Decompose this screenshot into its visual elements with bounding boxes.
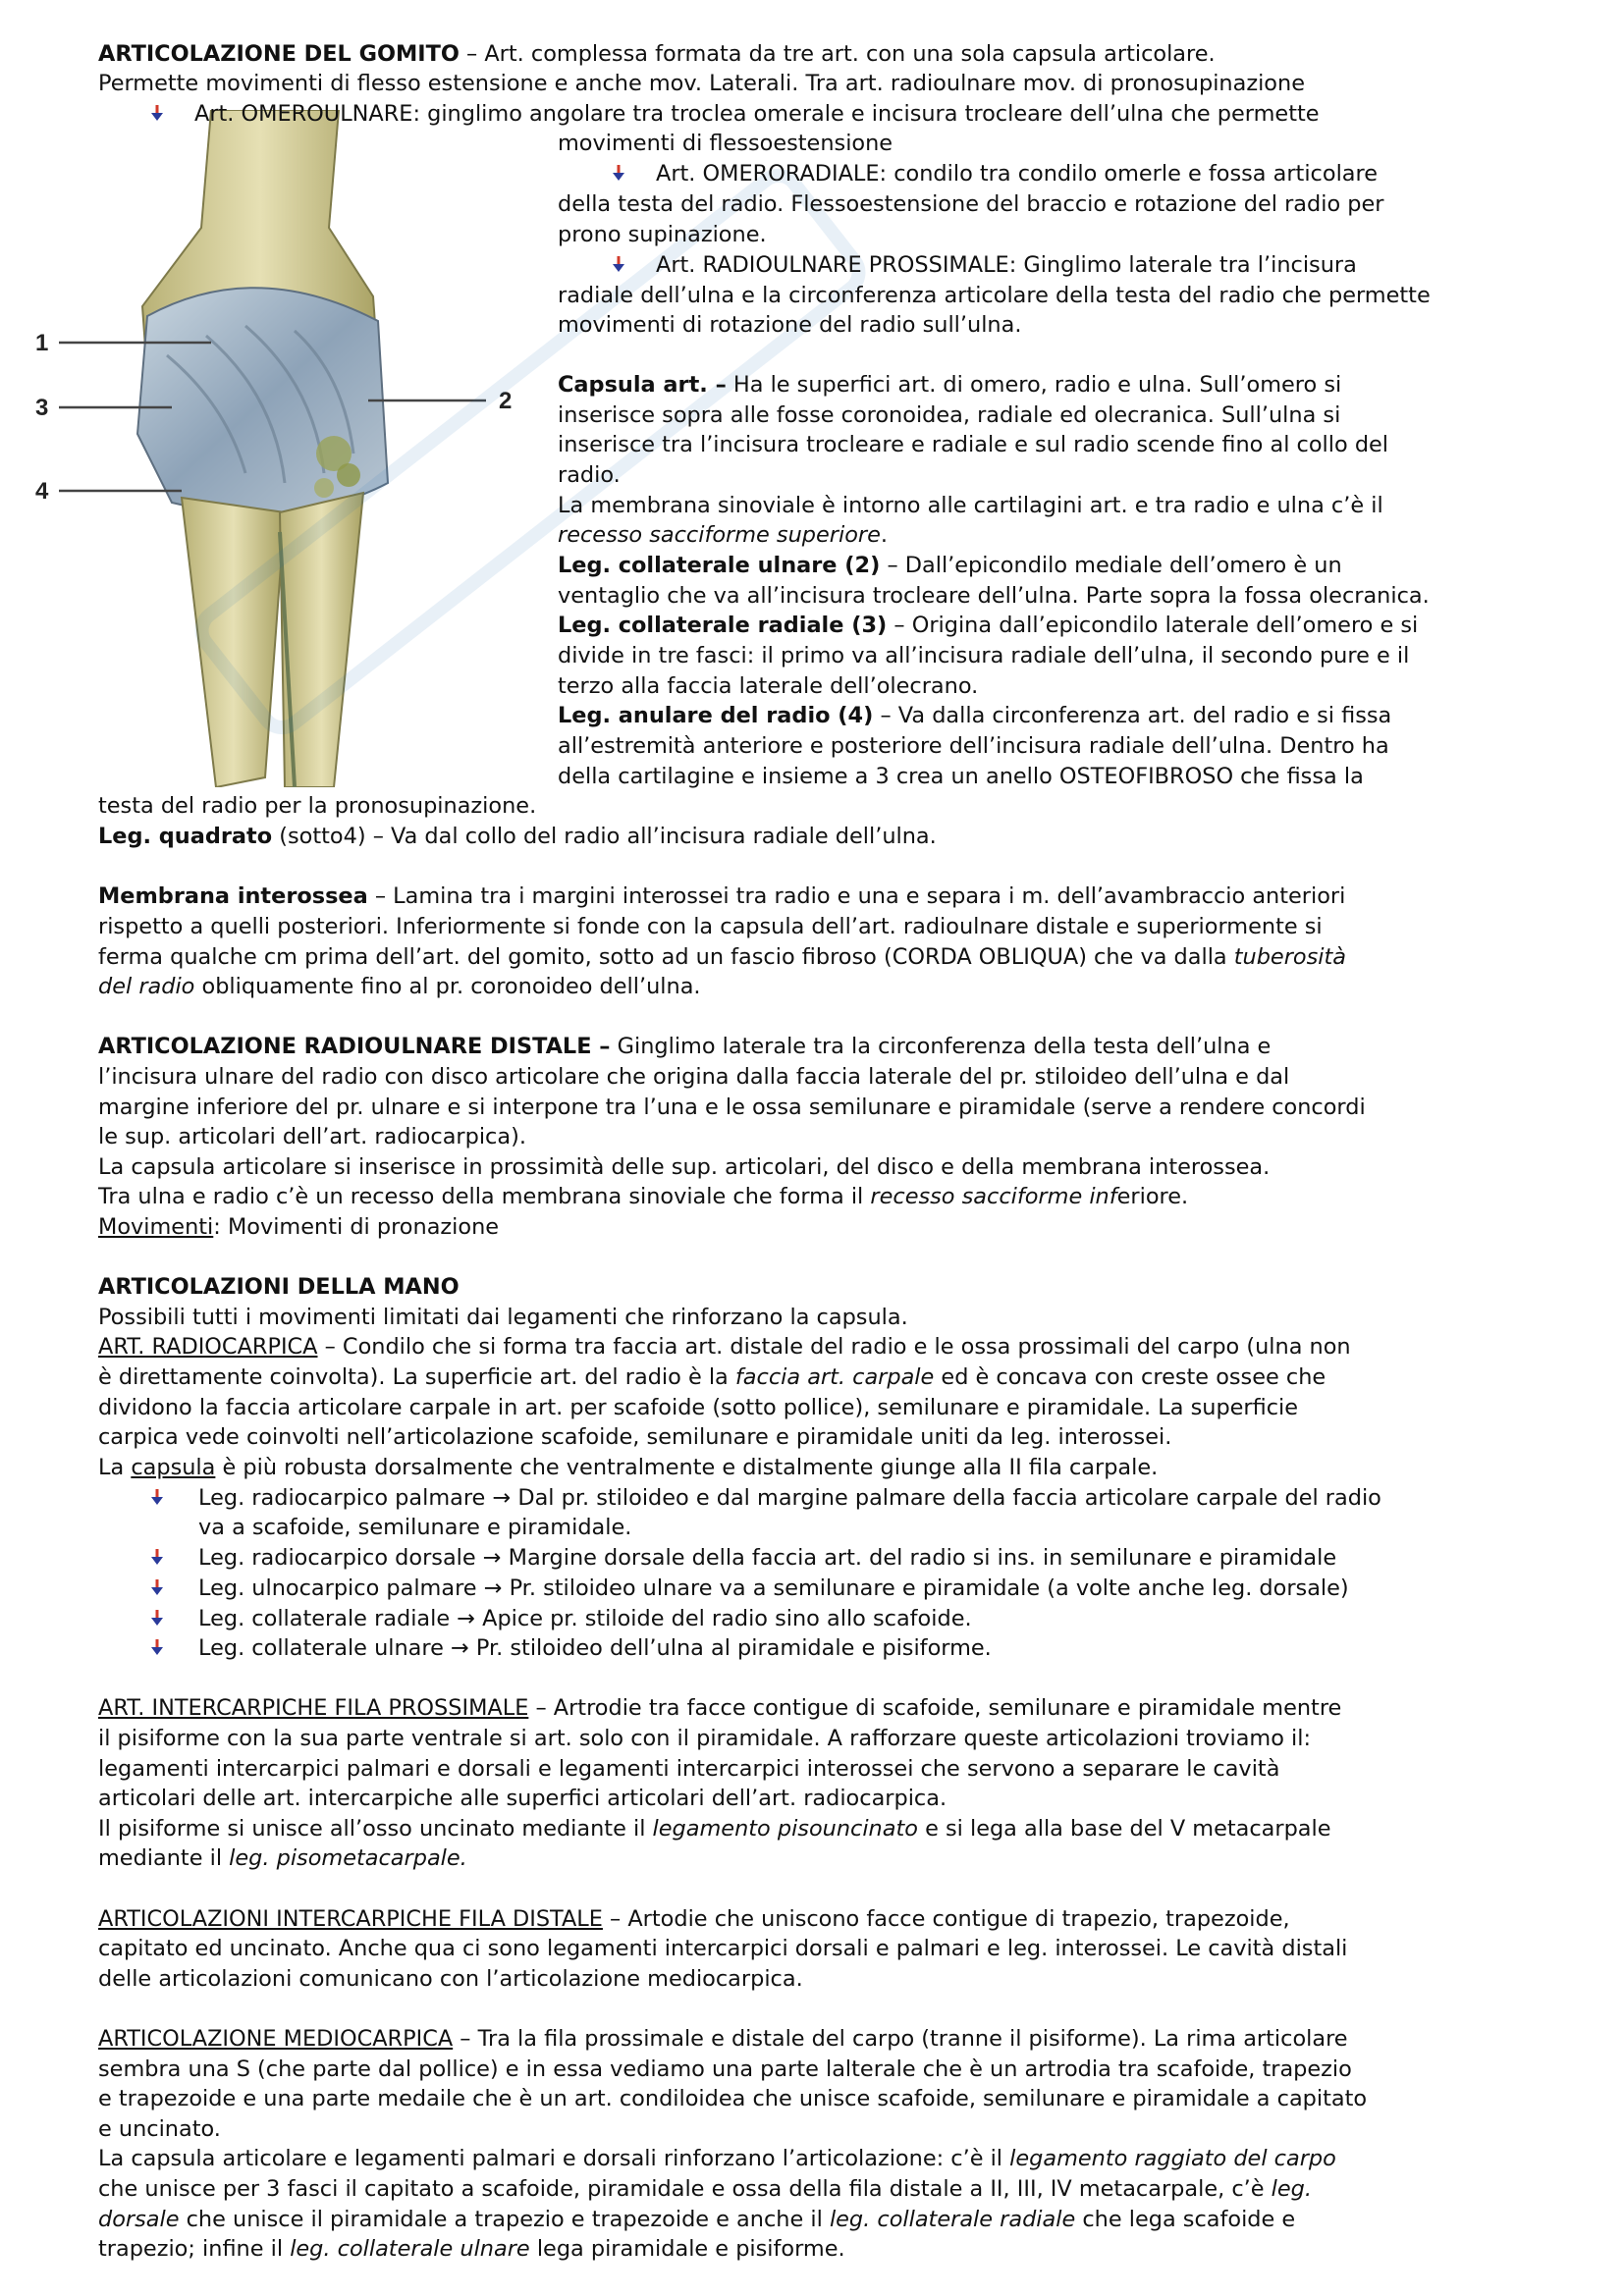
radiale-line-2: divide in tre fasci: il primo va all’incisura radiale dell’ulna, il secondo pure e il xyxy=(558,643,1410,668)
bullet-arrow-icon xyxy=(147,103,167,123)
radiocarpica-line-4: carpica vede coinvolti nell’articolazione scafoide, semilunare e piramidale uniti da leg. interossei. xyxy=(98,1424,1172,1450)
intercarp-dist-line-3: delle articolazioni comunicano con l’articolazione mediocarpica. xyxy=(98,1966,803,1992)
mediocarpica-line-4: e uncinato. xyxy=(98,2116,221,2142)
rud-line-5: La capsula articolare si inserisce in prossimità delle sup. articolari, del disco e della membrana interossea. xyxy=(98,1154,1271,1180)
mano-heading: ARTICOLAZIONI DELLA MANO xyxy=(98,1274,460,1300)
mediocarpica-line-2: sembra una S (che parte dal pollice) e in essa vediamo una parte lalterale che è un artrodia tra scafoide, trapezio xyxy=(98,2056,1352,2082)
ligament-item: Leg. radiocarpico dorsale → Margine dorsale della faccia art. del radio si ins. in semilunare e piramidale xyxy=(198,1545,1337,1571)
figure-label-4: 4 xyxy=(35,478,49,505)
rud-line-7: Movimenti: Movimenti di pronazione xyxy=(98,1214,500,1240)
omeroradiale-line-a: Art. OMERORADIALE: condilo tra condilo omerle e fossa articolare xyxy=(656,161,1378,187)
intercarp-dist-line-1: ARTICOLAZIONI INTERCARPICHE FILA DISTALE – Artodie che uniscono facce contigue di trapezio, trapezoide, xyxy=(98,1906,1290,1932)
ligament-item: Leg. collaterale ulnare → Pr. stiloideo dell’ulna al piramidale e pisiforme. xyxy=(198,1635,992,1661)
capsula-line-4: radio. xyxy=(558,462,621,488)
membrana-line-1: Membrana interossea – Lamina tra i margini interossei tra radio e una e separa i m. dell’avambraccio anteriori xyxy=(98,883,1346,909)
omeroradiale-line-b: della testa del radio. Flessoestensione del braccio e rotazione del radio per xyxy=(558,191,1384,217)
radiocarpica-line-3: dividono la faccia articolare carpale in art. per scafoide (sotto pollice), semilunare e piramidale. La superficie xyxy=(98,1395,1299,1420)
sinoviale-line-1: La membrana sinoviale è intorno alle cartilagini art. e tra radio e ulna c’è il xyxy=(558,493,1383,518)
ligament-item: Leg. collaterale radiale → Apice pr. stiloide del radio sino allo scafoide. xyxy=(198,1606,972,1631)
figure-label-3: 3 xyxy=(35,395,49,421)
ligament-item-cont: va a scafoide, semilunare e piramidale. xyxy=(198,1515,632,1540)
omeroulnare-line-b: movimenti di flessoestensione xyxy=(558,131,893,156)
elbow-joint-illustration xyxy=(0,110,560,787)
ulnare-line-2: ventaglio che va all’incisura trocleare dell’ulna. Parte sopra la fossa olecranica. xyxy=(558,583,1430,609)
rud-line-1: ARTICOLAZIONE RADIOULNARE DISTALE – Ginglimo laterale tra la circonferenza della testa dell’ulna e xyxy=(98,1034,1272,1059)
radioulnare-line-a: Art. RADIOULNARE PROSSIMALE: Ginglimo laterale tra l’incisura xyxy=(656,252,1357,278)
quadrato-line: Leg. quadrato (sotto4) – Va dal collo del radio all’incisura radiale dell’ulna. xyxy=(98,824,937,849)
bullet-arrow-icon xyxy=(147,1547,167,1567)
anulare-line-4: testa del radio per la pronosupinazione. xyxy=(98,793,537,819)
radiocarpica-line-2: è direttamente coinvolta). La superficie art. del radio è la faccia art. carpale ed è concava con creste ossee che xyxy=(98,1364,1326,1390)
radioulnare-line-c: movimenti di rotazione del radio sull’ulna. xyxy=(558,312,1022,338)
omeroradiale-line-c: prono supinazione. xyxy=(558,222,767,247)
figure-label-2: 2 xyxy=(499,388,513,414)
anulare-line-3: della cartilagine e insieme a 3 crea un anello OSTEOFIBROSO che fissa la xyxy=(558,764,1364,789)
intercarp-prox-line-1: ART. INTERCARPICHE FILA PROSSIMALE – Artrodie tra facce contigue di scafoide, semilunare e piramidale mentre xyxy=(98,1695,1342,1721)
bullet-arrow-icon xyxy=(609,163,628,183)
rud-line-3: margine inferiore del pr. ulnare e si interpone tra l’una e le ossa semilunare e piramidale (serve a rendere concordi xyxy=(98,1095,1366,1120)
radiale-line-3: terzo alla faccia laterale dell’olecrano. xyxy=(558,673,979,699)
bullet-arrow-icon xyxy=(147,1608,167,1628)
bullet-arrow-icon xyxy=(609,254,628,274)
radiale-line-1: Leg. collaterale radiale (3) – Origina dall’epicondilo laterale dell’omero e si xyxy=(558,613,1419,638)
bullet-arrow-icon xyxy=(147,1637,167,1657)
ligament-item: Leg. radiocarpico palmare → Dal pr. stiloideo e dal margine palmare della faccia articolare carpale del radio xyxy=(198,1485,1381,1511)
radiocarpica-line-5: La capsula è più robusta dorsalmente che ventralmente e distalmente giunge alla II fila carpale. xyxy=(98,1455,1159,1480)
membrana-line-2: rispetto a quelli posteriori. Inferiormente si fonde con la capsula dell’art. radioulnare distale e superiormente si xyxy=(98,914,1323,939)
capsula-line-2: inserisce sopra alle fosse coronoidea, radiale ed olecranica. Sull’ulna si xyxy=(558,402,1341,428)
sinoviale-line-2: recesso sacciforme superiore. xyxy=(558,522,889,548)
mediocarpica-line-7: dorsale che unisce il piramidale a trapezio e trapezoide e anche il leg. collaterale radiale che lega scafoide e xyxy=(98,2207,1296,2232)
ulnare-line-1: Leg. collaterale ulnare (2) – Dall’epicondilo mediale dell’omero è un xyxy=(558,553,1342,578)
rud-line-2: l’incisura ulnare del radio con disco articolare che origina dalla faccia laterale del pr. stiloideo dell’ulna e dal xyxy=(98,1064,1290,1090)
mano-line-1: Possibili tutti i movimenti limitati dai legamenti che rinforzano la capsula. xyxy=(98,1305,908,1330)
rud-line-4: le sup. articolari dell’art. radiocarpica). xyxy=(98,1124,526,1149)
mediocarpica-line-5: La capsula articolare e legamenti palmari e dorsali rinforzano l’articolazione: c’è il legamento raggiato del carpo xyxy=(98,2146,1336,2171)
radioulnare-line-b: radiale dell’ulna e la circonferenza articolare della testa del radio che permette xyxy=(558,283,1431,308)
mediocarpica-line-3: e trapezoide e una parte medaile che è un art. condiloidea che unisce scafoide, semilunare e piramidale a capitato xyxy=(98,2086,1368,2111)
gomito-heading: ARTICOLAZIONE DEL GOMITO xyxy=(98,41,460,67)
radiocarpica-line-1: ART. RADIOCARPICA – Condilo che si forma tra faccia art. distale del radio e le ossa prossimali del carpo (ulna non xyxy=(98,1334,1351,1360)
intercarp-prox-line-4: articolari delle art. intercarpiche alle superfici articolari dell’art. radiocarpica. xyxy=(98,1786,947,1811)
intercarp-prox-line-6: mediante il leg. pisometacarpale. xyxy=(98,1845,467,1871)
gomito-line-2: Permette movimenti di flesso estensione e anche mov. Laterali. Tra art. radioulnare mov. di pronosupinazione xyxy=(98,71,1305,96)
mediocarpica-line-1: ARTICOLAZIONE MEDIOCARPICA – Tra la fila prossimale e distale del carpo (tranne il pisiforme). La rima articolare xyxy=(98,2026,1348,2052)
anulare-line-2: all’estremità anteriore e posteriore dell’incisura radiale dell’ulna. Dentro ha xyxy=(558,733,1389,759)
bullet-arrow-icon xyxy=(147,1577,167,1597)
anulare-line-1: Leg. anulare del radio (4) – Va dalla circonferenza art. del radio e si fissa xyxy=(558,703,1392,728)
membrana-line-4: del radio obliquamente fino al pr. coronoideo dell’ulna. xyxy=(98,974,701,999)
capsula-line-3: inserisce tra l’incisura trocleare e radiale e sul radio scende fino al collo del xyxy=(558,432,1389,457)
capsula-line-1: Capsula art. – Ha le superfici art. di omero, radio e ulna. Sull’omero si xyxy=(558,372,1342,398)
intercarp-prox-line-2: il pisiforme con la sua parte ventrale si art. solo con il piramidale. A rafforzare queste articolazioni troviamo il: xyxy=(98,1726,1312,1751)
intercarp-prox-line-3: legamenti intercarpici palmari e dorsali e legamenti intercarpici interossei che servono a separare le cavità xyxy=(98,1756,1280,1782)
membrana-line-3: ferma qualche cm prima dell’art. del gomito, sotto ad un fascio fibroso (CORDA OBLIQUA) che va dalla tuberosità xyxy=(98,944,1346,970)
intercarp-dist-line-2: capitato ed uncinato. Anche qua ci sono legamenti intercarpici dorsali e palmari e leg. interossei. Le cavità distali xyxy=(98,1936,1348,1961)
figure-label-1: 1 xyxy=(35,330,49,356)
mediocarpica-line-6: che unisce per 3 fasci il capitato a scafoide, piramidale e ossa della fila distale a II, III, IV metacarpale, c’è leg. xyxy=(98,2176,1312,2202)
gomito-line-1: ARTICOLAZIONE DEL GOMITO – Art. complessa formata da tre art. con una sola capsula articolare. xyxy=(98,41,1216,67)
bullet-arrow-icon xyxy=(147,1487,167,1507)
rud-line-6: Tra ulna e radio c’è un recesso della membrana sinoviale che forma il recesso sacciforme inferiore. xyxy=(98,1184,1189,1209)
intercarp-prox-line-5: Il pisiforme si unisce all’osso uncinato mediante il legamento pisouncinato e si lega alla base del V metacarpale xyxy=(98,1816,1331,1842)
mediocarpica-line-8: trapezio; infine il leg. collaterale ulnare lega piramidale e pisiforme. xyxy=(98,2236,845,2262)
ligament-item: Leg. ulnocarpico palmare → Pr. stiloideo ulnare va a semilunare e piramidale (a volte anche leg. dorsale) xyxy=(198,1575,1349,1601)
omeroulnare-line-a: Art. OMEROULNARE: ginglimo angolare tra troclea omerale e incisura trocleare dell’ulna che permette xyxy=(194,101,1320,127)
